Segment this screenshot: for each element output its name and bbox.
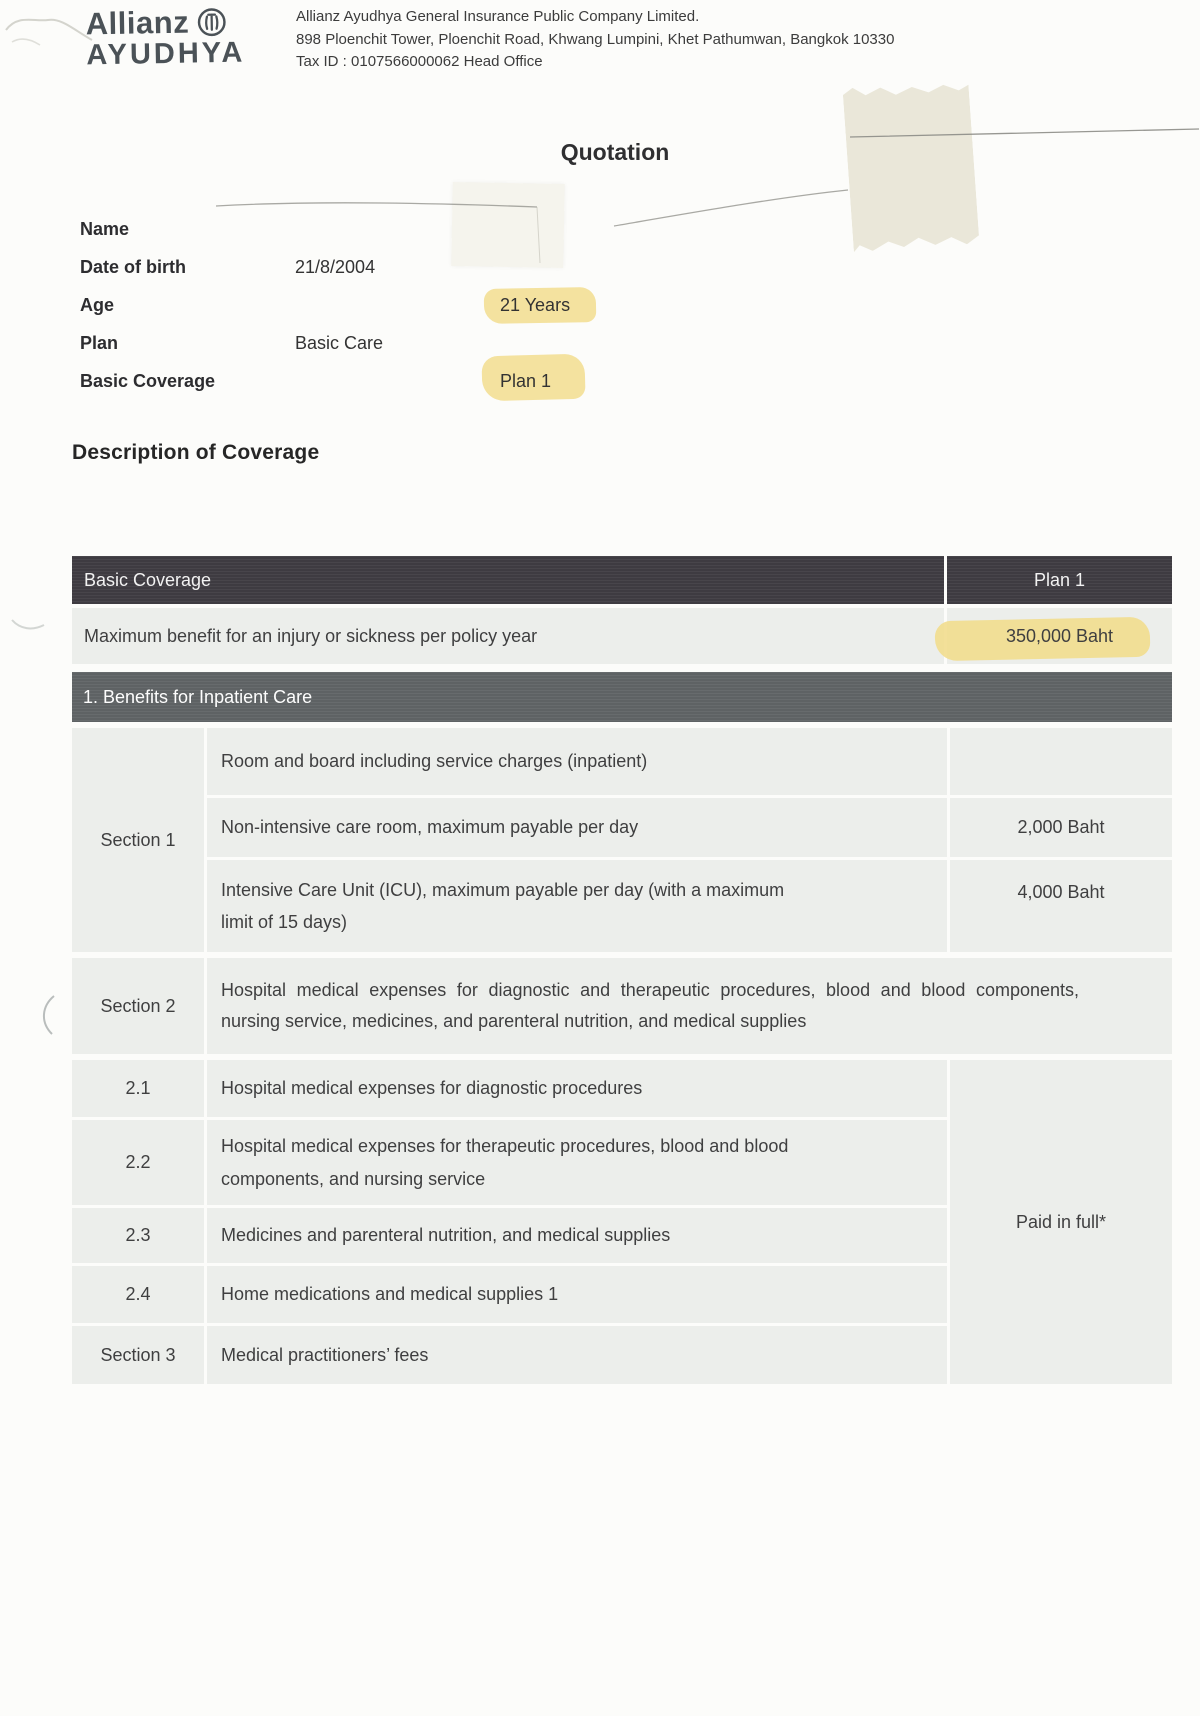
section-2-description-cell bbox=[207, 958, 1172, 1054]
field-date-of-birth bbox=[80, 248, 580, 286]
tape-artifact-right bbox=[842, 80, 979, 252]
max-benefit-value-cell bbox=[947, 608, 1172, 664]
row-icu-text: Intensive Care Unit (ICU), maximum payable per day (with a maximum limit of 15 days) bbox=[221, 880, 785, 932]
field-age bbox=[80, 286, 580, 324]
brand-ayudhya-wordmark: AYUDHYA bbox=[86, 36, 246, 72]
field-age-label: Age bbox=[80, 294, 115, 315]
row-max-benefit bbox=[72, 608, 1172, 664]
max-benefit-description: Maximum benefit for an injury or sickness per policy year bbox=[72, 608, 944, 664]
company-address: 898 Ploenchit Tower, Ploenchit Road, Khwang Lumpini, Khet Pathumwan, Bangkok 10330 bbox=[296, 30, 895, 48]
row-2-2-label: 2.2 bbox=[72, 1120, 204, 1208]
row-2-2-description bbox=[207, 1120, 947, 1208]
row-2-1-description: Hospital medical expenses for diagnostic procedures bbox=[207, 1060, 947, 1120]
section-1-label: Section 1 bbox=[72, 728, 204, 952]
coverage-table bbox=[72, 556, 1172, 1384]
header-basic-coverage: Basic Coverage bbox=[72, 556, 944, 604]
row-icu bbox=[207, 860, 947, 952]
field-basic-coverage-value: Plan 1 bbox=[500, 370, 552, 391]
row-2-3-label: 2.3 bbox=[72, 1208, 204, 1266]
field-dob-label: Date of birth bbox=[80, 256, 186, 277]
row-2-3-description: Medicines and parenteral nutrition, and medical supplies bbox=[207, 1208, 947, 1266]
row-non-intensive-room: Non-intensive care room, maximum payable per day bbox=[207, 798, 947, 860]
row-2-4-label: 2.4 bbox=[72, 1266, 204, 1326]
company-tax-id: Tax ID : 0107566000062 Head Office bbox=[296, 53, 543, 70]
field-basic-coverage bbox=[80, 362, 580, 400]
section-2-group bbox=[72, 958, 1172, 1054]
page-title: Quotation bbox=[560, 139, 670, 165]
row-room-and-board: Room and board including service charges (inpatient) bbox=[207, 728, 947, 798]
brand-logo bbox=[85, 4, 245, 73]
section-band-inpatient-care: 1. Benefits for Inpatient Care bbox=[72, 672, 1172, 722]
description-of-coverage-heading: Description of Coverage bbox=[72, 441, 320, 464]
row-2-2-text: Hospital medical expenses for therapeutic procedures, blood and blood components, and nursing service bbox=[221, 1135, 789, 1189]
field-basic-coverage-label: Basic Coverage bbox=[80, 370, 216, 391]
field-plan-label: Plan bbox=[80, 332, 119, 353]
section-3-label: Section 3 bbox=[72, 1326, 204, 1384]
row-room-and-board-value bbox=[950, 728, 1172, 798]
field-plan-value: Basic Care bbox=[295, 332, 384, 353]
field-dob-value: 21/8/2004 bbox=[295, 256, 376, 277]
section-2-description: Hospital medical expenses for diagnostic and therapeutic procedures, blood and blood components, nursing service, medicines, and parenteral nutrition, and medical supplies bbox=[221, 980, 1079, 1031]
row-icu-value: 4,000 Baht bbox=[950, 860, 1172, 952]
header-plan-1: Plan 1 bbox=[947, 556, 1172, 604]
merged-paid-in-full-value: Paid in full* bbox=[950, 1060, 1172, 1384]
row-2-4-description: Home medications and medical supplies 1 bbox=[207, 1266, 947, 1326]
section-2-label: Section 2 bbox=[72, 958, 204, 1054]
brand-allianz-wordmark: Allianz bbox=[85, 4, 190, 42]
max-benefit-value: 350,000 Baht bbox=[1005, 625, 1114, 646]
allianz-eagle-icon bbox=[196, 6, 229, 39]
row-non-intensive-value: 2,000 Baht bbox=[950, 798, 1172, 860]
row-2-1-label: 2.1 bbox=[72, 1060, 204, 1120]
field-name bbox=[80, 210, 580, 248]
table-header-row bbox=[72, 556, 1172, 604]
applicant-fields bbox=[80, 210, 580, 400]
section-3-description: Medical practitioners’ fees bbox=[207, 1326, 947, 1384]
company-info bbox=[296, 6, 894, 74]
section-1-group bbox=[72, 728, 1172, 952]
company-name: Allianz Ayudhya General Insurance Public Company Limited. bbox=[296, 8, 700, 25]
field-age-value: 21 Years bbox=[500, 294, 571, 315]
field-name-label: Name bbox=[80, 218, 130, 239]
sub-rows-group bbox=[72, 1060, 1172, 1384]
